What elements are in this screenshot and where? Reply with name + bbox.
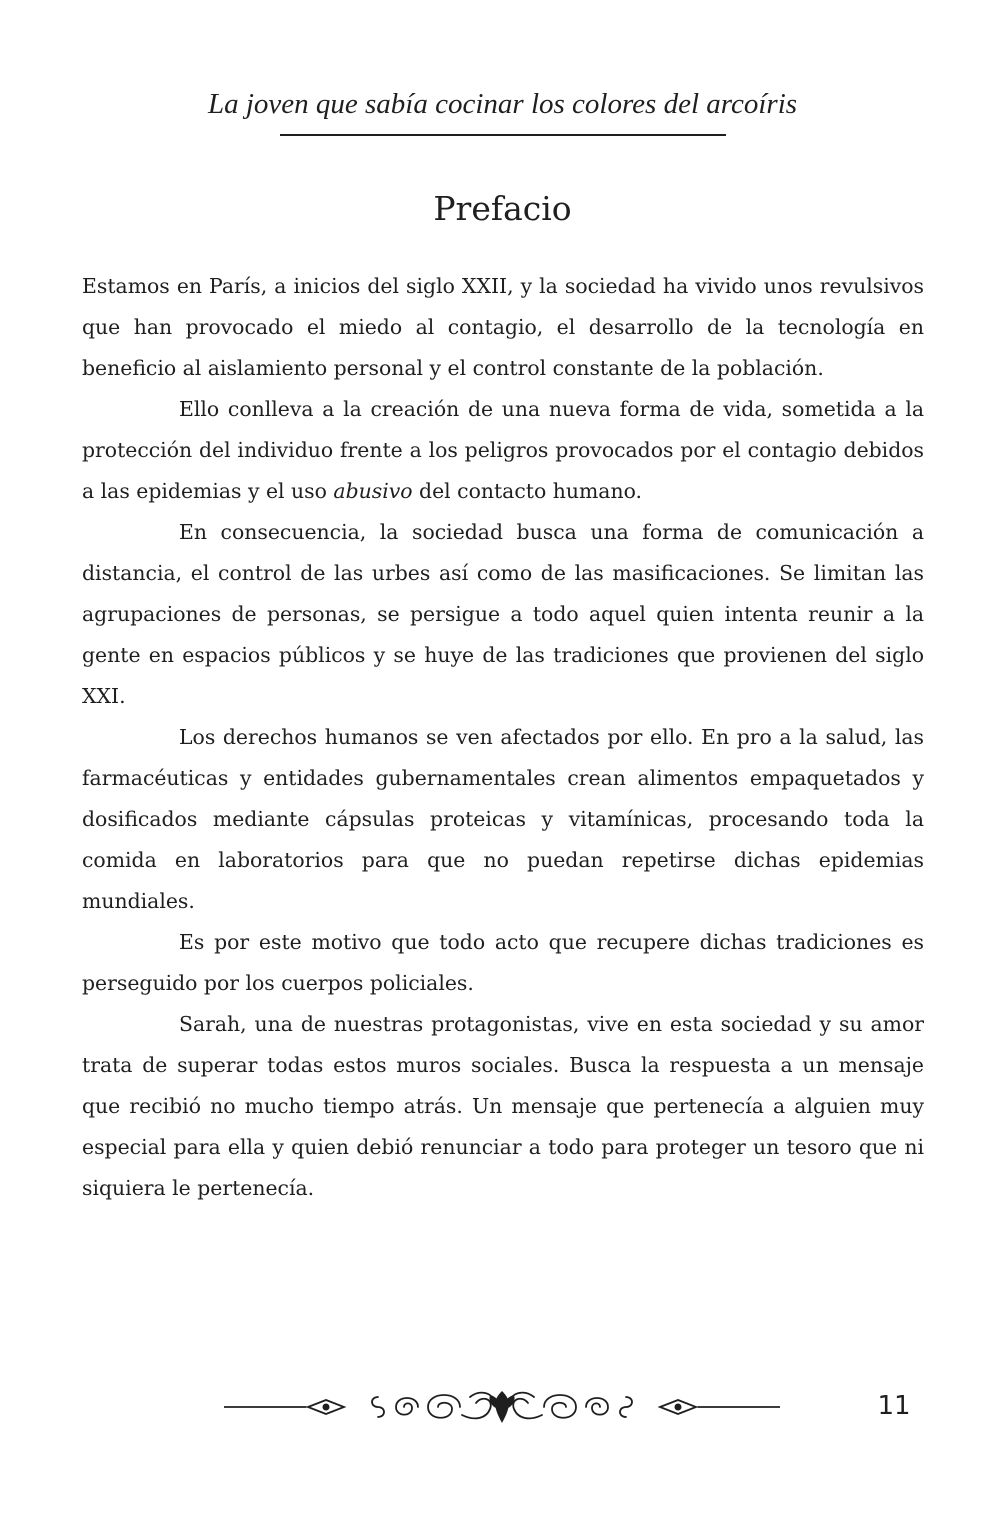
chapter-title: Prefacio bbox=[433, 189, 572, 228]
paragraph-6: Sarah, una de nuestras protagonistas, vive en esta sociedad y su amor trata de superar todas estos muros sociales. Busca la respuesta a un mensaje que recibió no mucho tiempo atrás. Un mensaje que pertenecía a alguien muy especial para ella y quien debió renunciar a todo para proteger un tesoro que ni siquiera le pertenecía. bbox=[82, 1012, 924, 1200]
paragraph-2-tail: del contacto humano. bbox=[412, 479, 642, 503]
scroll-ornament-icon bbox=[224, 1385, 780, 1429]
paragraph-4: Los derechos humanos se ven afectados por ello. En pro a la salud, las farmacéuticas y entidades gubernamentales crean alimentos empaquetados y dosificados mediante cápsulas proteicas y vitamínicas, procesando toda la comida en laboratorios para que no puedan repetirse dichas epidemias mundiales. bbox=[82, 725, 924, 913]
emphasis-word: abusivo bbox=[333, 479, 413, 503]
paragraph-5: Es por este motivo que todo acto que recupere dichas tradiciones es perseguido por los cuerpos policiales. bbox=[82, 930, 924, 995]
body-text bbox=[82, 266, 924, 1209]
page-number: 11 bbox=[877, 1391, 911, 1421]
paragraph-1: Estamos en París, a inicios del siglo XXII, y la sociedad ha vivido unos revulsivos que han provocado el miedo al contagio, el desarrollo de la tecnología en beneficio al aislamiento personal y el control constante de la población. bbox=[82, 274, 924, 380]
paragraph-2-text: Ello conlleva a la creación de una nueva forma de vida, sometida a la protección del individuo frente a los peligros provocados por el contagio debidos a las epidemias y el uso bbox=[82, 397, 924, 503]
running-title: La joven que sabía cocinar los colores del arcoíris bbox=[207, 88, 798, 120]
paragraph-2 bbox=[82, 389, 924, 512]
paragraph-3: En consecuencia, la sociedad busca una forma de comunicación a distancia, el control de las urbes así como de las masificaciones. Se limitan las agrupaciones de personas, se persigue a todo aquel quien intenta reunir a la gente en espacios públicos y se huye de las tradiciones que provienen del siglo XXI. bbox=[82, 520, 924, 708]
header-rule bbox=[280, 134, 726, 136]
